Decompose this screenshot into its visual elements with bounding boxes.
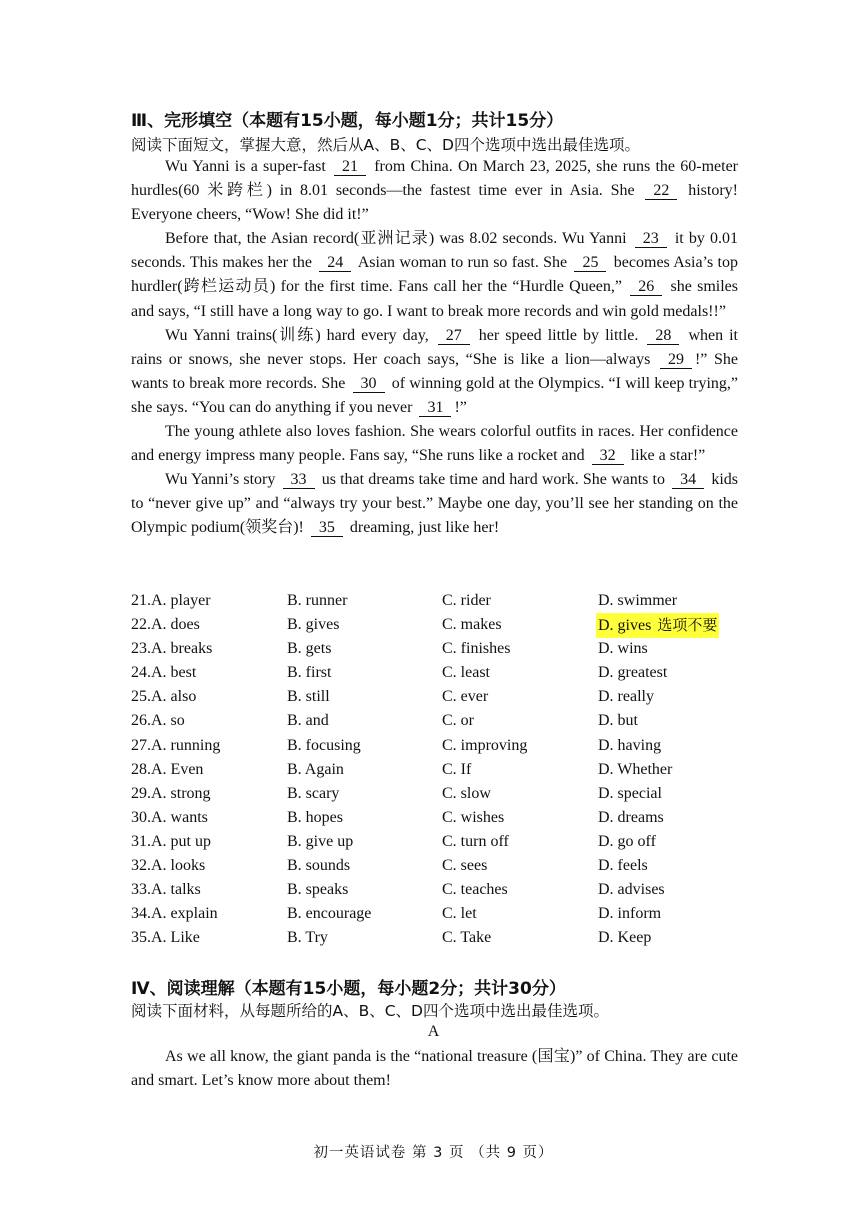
option-text: D. Whether (598, 760, 673, 778)
option-row (131, 661, 751, 685)
option-text: C. let (442, 905, 477, 923)
option-text: 25.A. also (131, 688, 197, 706)
passage-text: Before that, the Asian record(亚洲记录) was 8.02 seconds. Wu Yanni (165, 230, 632, 248)
option-text: D. wins (598, 640, 648, 658)
option-30-B (287, 806, 343, 830)
passage-paragraph (131, 420, 738, 468)
passage-text: Asian woman to run so fast. She (354, 254, 572, 272)
option-22-C (442, 613, 502, 637)
option-row (131, 878, 751, 902)
option-28-A (131, 758, 203, 782)
option-text: 29.A. strong (131, 784, 211, 802)
option-31-D (598, 830, 656, 854)
option-32-B (287, 854, 350, 878)
option-text: C. sees (442, 857, 488, 875)
option-34-C (442, 902, 477, 926)
option-25-B (287, 685, 330, 709)
option-text: D. special (598, 784, 662, 802)
option-21-C (442, 589, 491, 613)
option-text: D. swimmer (598, 592, 678, 609)
option-text: 26.A. so (131, 712, 185, 730)
option-22-A (131, 613, 200, 637)
blank-24: 24 (319, 254, 351, 272)
blank-35: 35 (311, 519, 343, 537)
option-28-B (287, 758, 344, 782)
option-text: 31.A. put up (131, 832, 211, 850)
passage-text: us that dreams take time and hard work. She wants to (317, 471, 670, 489)
option-text: B. speaks (287, 881, 349, 899)
option-25-C (442, 685, 488, 709)
option-text: 33.A. talks (131, 881, 201, 899)
blank-31: 31 (419, 399, 451, 417)
intro-paragraph: As we all know, the giant panda is the “national treasure (国宝)” of China. They are cute and smart. Let’s know more about them! (131, 1048, 738, 1090)
page-footer: 初一英语试卷 第 3 页 （共 9 页） (313, 1145, 554, 1161)
passage-paragraph (131, 324, 738, 420)
blank-23: 23 (635, 230, 667, 248)
option-29-B (287, 782, 339, 806)
option-text: B. first (287, 664, 332, 682)
option-text: D. really (598, 688, 654, 706)
option-text: D. feels (598, 857, 648, 875)
option-33-D (598, 878, 665, 902)
option-25-A (131, 685, 196, 709)
option-27-D (598, 734, 661, 758)
option-30-C (442, 806, 504, 830)
option-24-C (442, 661, 490, 685)
option-text: 28.A. Even (131, 760, 204, 778)
option-32-C (442, 854, 487, 878)
option-35-C (442, 926, 491, 950)
blank-25: 25 (574, 254, 606, 272)
option-text: C. makes (442, 616, 502, 634)
option-row (131, 758, 751, 782)
options-list (131, 589, 751, 950)
passage-label: A (427, 1023, 440, 1040)
option-33-C (442, 878, 508, 902)
passage-text: becomes Asia’s top hurdler(跨栏运动员) for the first time. Fans call her the “Hurdle Queen,” (131, 254, 738, 296)
option-26-C (442, 709, 474, 733)
option-22-B (287, 613, 339, 637)
option-text: C. slow (442, 784, 491, 802)
option-text: C. teaches (442, 881, 508, 899)
option-21-A (131, 589, 211, 613)
option-24-D (598, 661, 667, 685)
passage-text: history! Everyone cheers, “Wow! She did it!” (131, 182, 738, 224)
option-text: B. Again (287, 760, 344, 778)
option-text: C. least (442, 664, 490, 682)
option-text: B. focusing (287, 736, 361, 754)
option-29-D (598, 782, 662, 806)
option-text: B. encourage (287, 905, 372, 923)
option-text: C. or (442, 712, 474, 730)
option-text: C. finishes (442, 640, 511, 658)
option-25-D (598, 685, 654, 709)
option-text: D. but (598, 712, 638, 730)
option-text: D. go off (598, 832, 656, 850)
passage-text: like a star!” (626, 447, 706, 465)
option-text: D. having (598, 736, 662, 754)
option-33-A (131, 878, 201, 902)
option-text: 27.A. running (131, 736, 221, 754)
section-4-instruction: 阅读下面材料，从每题所给的A、B、C、D四个选项中选出最佳选项。 (131, 1002, 609, 1020)
section-3-title: Ⅲ、完形填空（本题有15小题，每小题1分；共计15分） (131, 111, 564, 131)
option-26-D (598, 709, 638, 733)
option-row (131, 782, 751, 806)
option-34-D (598, 902, 661, 926)
option-text: C. turn off (442, 832, 509, 850)
option-31-A (131, 830, 211, 854)
blank-27: 27 (438, 327, 470, 345)
option-text: B. still (287, 688, 330, 706)
option-row (131, 709, 751, 733)
option-23-B (287, 637, 331, 661)
option-text: 24.A. best (131, 664, 197, 682)
option-text: C. wishes (442, 808, 505, 826)
option-row (131, 806, 751, 830)
option-30-D (598, 806, 664, 830)
option-30-A (131, 806, 208, 830)
option-text: B. and (287, 712, 329, 730)
cloze-passage (131, 155, 738, 541)
option-text: 23.A. breaks (131, 640, 213, 658)
option-text: B. give up (287, 832, 354, 850)
option-31-B (287, 830, 353, 854)
option-text: C. improving (442, 736, 528, 754)
option-23-A (131, 637, 212, 661)
passage-paragraph (131, 468, 738, 540)
option-text: C. If (442, 760, 472, 778)
option-35-B (287, 926, 328, 950)
option-29-C (442, 782, 491, 806)
option-text: B. hopes (287, 808, 343, 826)
option-28-D (598, 758, 672, 782)
option-24-A (131, 661, 196, 685)
option-text: C. ever (442, 688, 489, 706)
option-21-B (287, 589, 347, 613)
passage-text: Wu Yanni is a super-fast (165, 158, 331, 175)
passage-text: !” She wants to break more records. She (131, 350, 738, 392)
passage-text: kids to “never give up” and “always try your best.” Maybe one day, you’ll see her standing on the Olympic podium(领奖台)! (131, 471, 739, 537)
passage-text: her speed little by little. (472, 326, 645, 344)
blank-32: 32 (592, 447, 624, 465)
option-text: D. greatest (598, 664, 668, 682)
option-text: D. gives (598, 617, 652, 635)
option-text: D. Keep (598, 929, 652, 947)
option-text: B. runner (287, 592, 348, 609)
option-text: 21.A. player (131, 592, 211, 609)
option-text: D. inform (598, 905, 662, 923)
option-text: D. dreams (598, 808, 664, 826)
reading-passage-intro (131, 1045, 738, 1093)
passage-paragraph (131, 227, 738, 323)
passage-text: when it rains or snows, she never stops. Her coach says, “She is like a lion—always (131, 326, 739, 368)
highlighted-option-22-D (596, 613, 719, 638)
option-text: C. rider (442, 592, 491, 609)
option-26-B (287, 709, 329, 733)
option-row (131, 830, 751, 854)
option-27-C (442, 734, 527, 758)
option-text: C. Take (442, 929, 492, 947)
blank-26: 26 (630, 278, 662, 296)
option-text: 32.A. looks (131, 857, 206, 875)
option-row (131, 926, 751, 950)
option-34-A (131, 902, 218, 926)
option-31-C (442, 830, 509, 854)
option-text: 34.A. explain (131, 905, 218, 923)
option-32-A (131, 854, 205, 878)
passage-text: dreaming, just like her! (345, 519, 500, 537)
passage-text: she smiles and says, “I still have a long way to go. I want to break more records and win gold medals!!” (131, 278, 739, 320)
option-text: 35.A. Like (131, 929, 200, 947)
option-33-B (287, 878, 348, 902)
option-row (131, 613, 751, 637)
option-35-D (598, 926, 651, 950)
blank-28: 28 (647, 327, 679, 345)
option-row (131, 734, 751, 758)
option-23-D (598, 637, 648, 661)
option-row (131, 685, 751, 709)
option-29-A (131, 782, 211, 806)
option-text: B. scary (287, 784, 340, 802)
passage-text: Wu Yanni’s story (165, 471, 280, 489)
passage-text: !” (454, 398, 467, 416)
option-27-B (287, 734, 361, 758)
passage-text: from China. On March 23, 2025, she runs the 60-meter hurdles(60 米跨栏) in 8.01 seconds—the fastest time ever in Asia. She (131, 158, 738, 200)
option-32-D (598, 854, 648, 878)
passage-paragraph (131, 155, 738, 227)
option-27-A (131, 734, 220, 758)
option-23-C (442, 637, 510, 661)
section-4-title: Ⅳ、阅读理解（本题有15小题，每小题2分；共计30分） (131, 979, 566, 999)
blank-34: 34 (672, 471, 704, 489)
option-row (131, 637, 751, 661)
option-row (131, 854, 751, 878)
option-text: B. gives (287, 616, 340, 634)
option-text: B. Try (287, 929, 328, 947)
blank-30: 30 (353, 375, 385, 393)
option-28-C (442, 758, 471, 782)
option-26-A (131, 709, 185, 733)
option-text: B. sounds (287, 857, 351, 875)
option-35-A (131, 926, 200, 950)
blank-21: 21 (334, 158, 366, 176)
option-text: 22.A. does (131, 616, 200, 634)
option-24-B (287, 661, 331, 685)
section-3-instruction: 阅读下面短文，掌握大意，然后从A、B、C、D四个选项中选出最佳选项。 (131, 136, 640, 154)
passage-text: Wu Yanni trains(训练) hard every day, (165, 326, 435, 344)
blank-33: 33 (283, 471, 315, 489)
option-row (131, 589, 751, 613)
option-text: D. advises (598, 881, 665, 899)
option-34-B (287, 902, 371, 926)
highlight-note: 选项不要 (657, 616, 718, 635)
blank-29: 29 (660, 351, 692, 369)
option-text: 30.A. wants (131, 808, 208, 826)
passage-text: it by 0.01 seconds. This makes her the (131, 230, 739, 272)
passage-text: of winning gold at the Olympics. “I will keep trying,” she says. “You can do anything if you never (131, 374, 739, 416)
passage-text: The young athlete also loves fashion. She wears colorful outfits in races. Her confidence and energy impress many people. Fans say, “She runs like a rocket and (131, 423, 738, 465)
option-text: B. gets (287, 640, 332, 658)
option-row (131, 902, 751, 926)
option-21-D (598, 589, 677, 613)
blank-22: 22 (645, 182, 677, 200)
